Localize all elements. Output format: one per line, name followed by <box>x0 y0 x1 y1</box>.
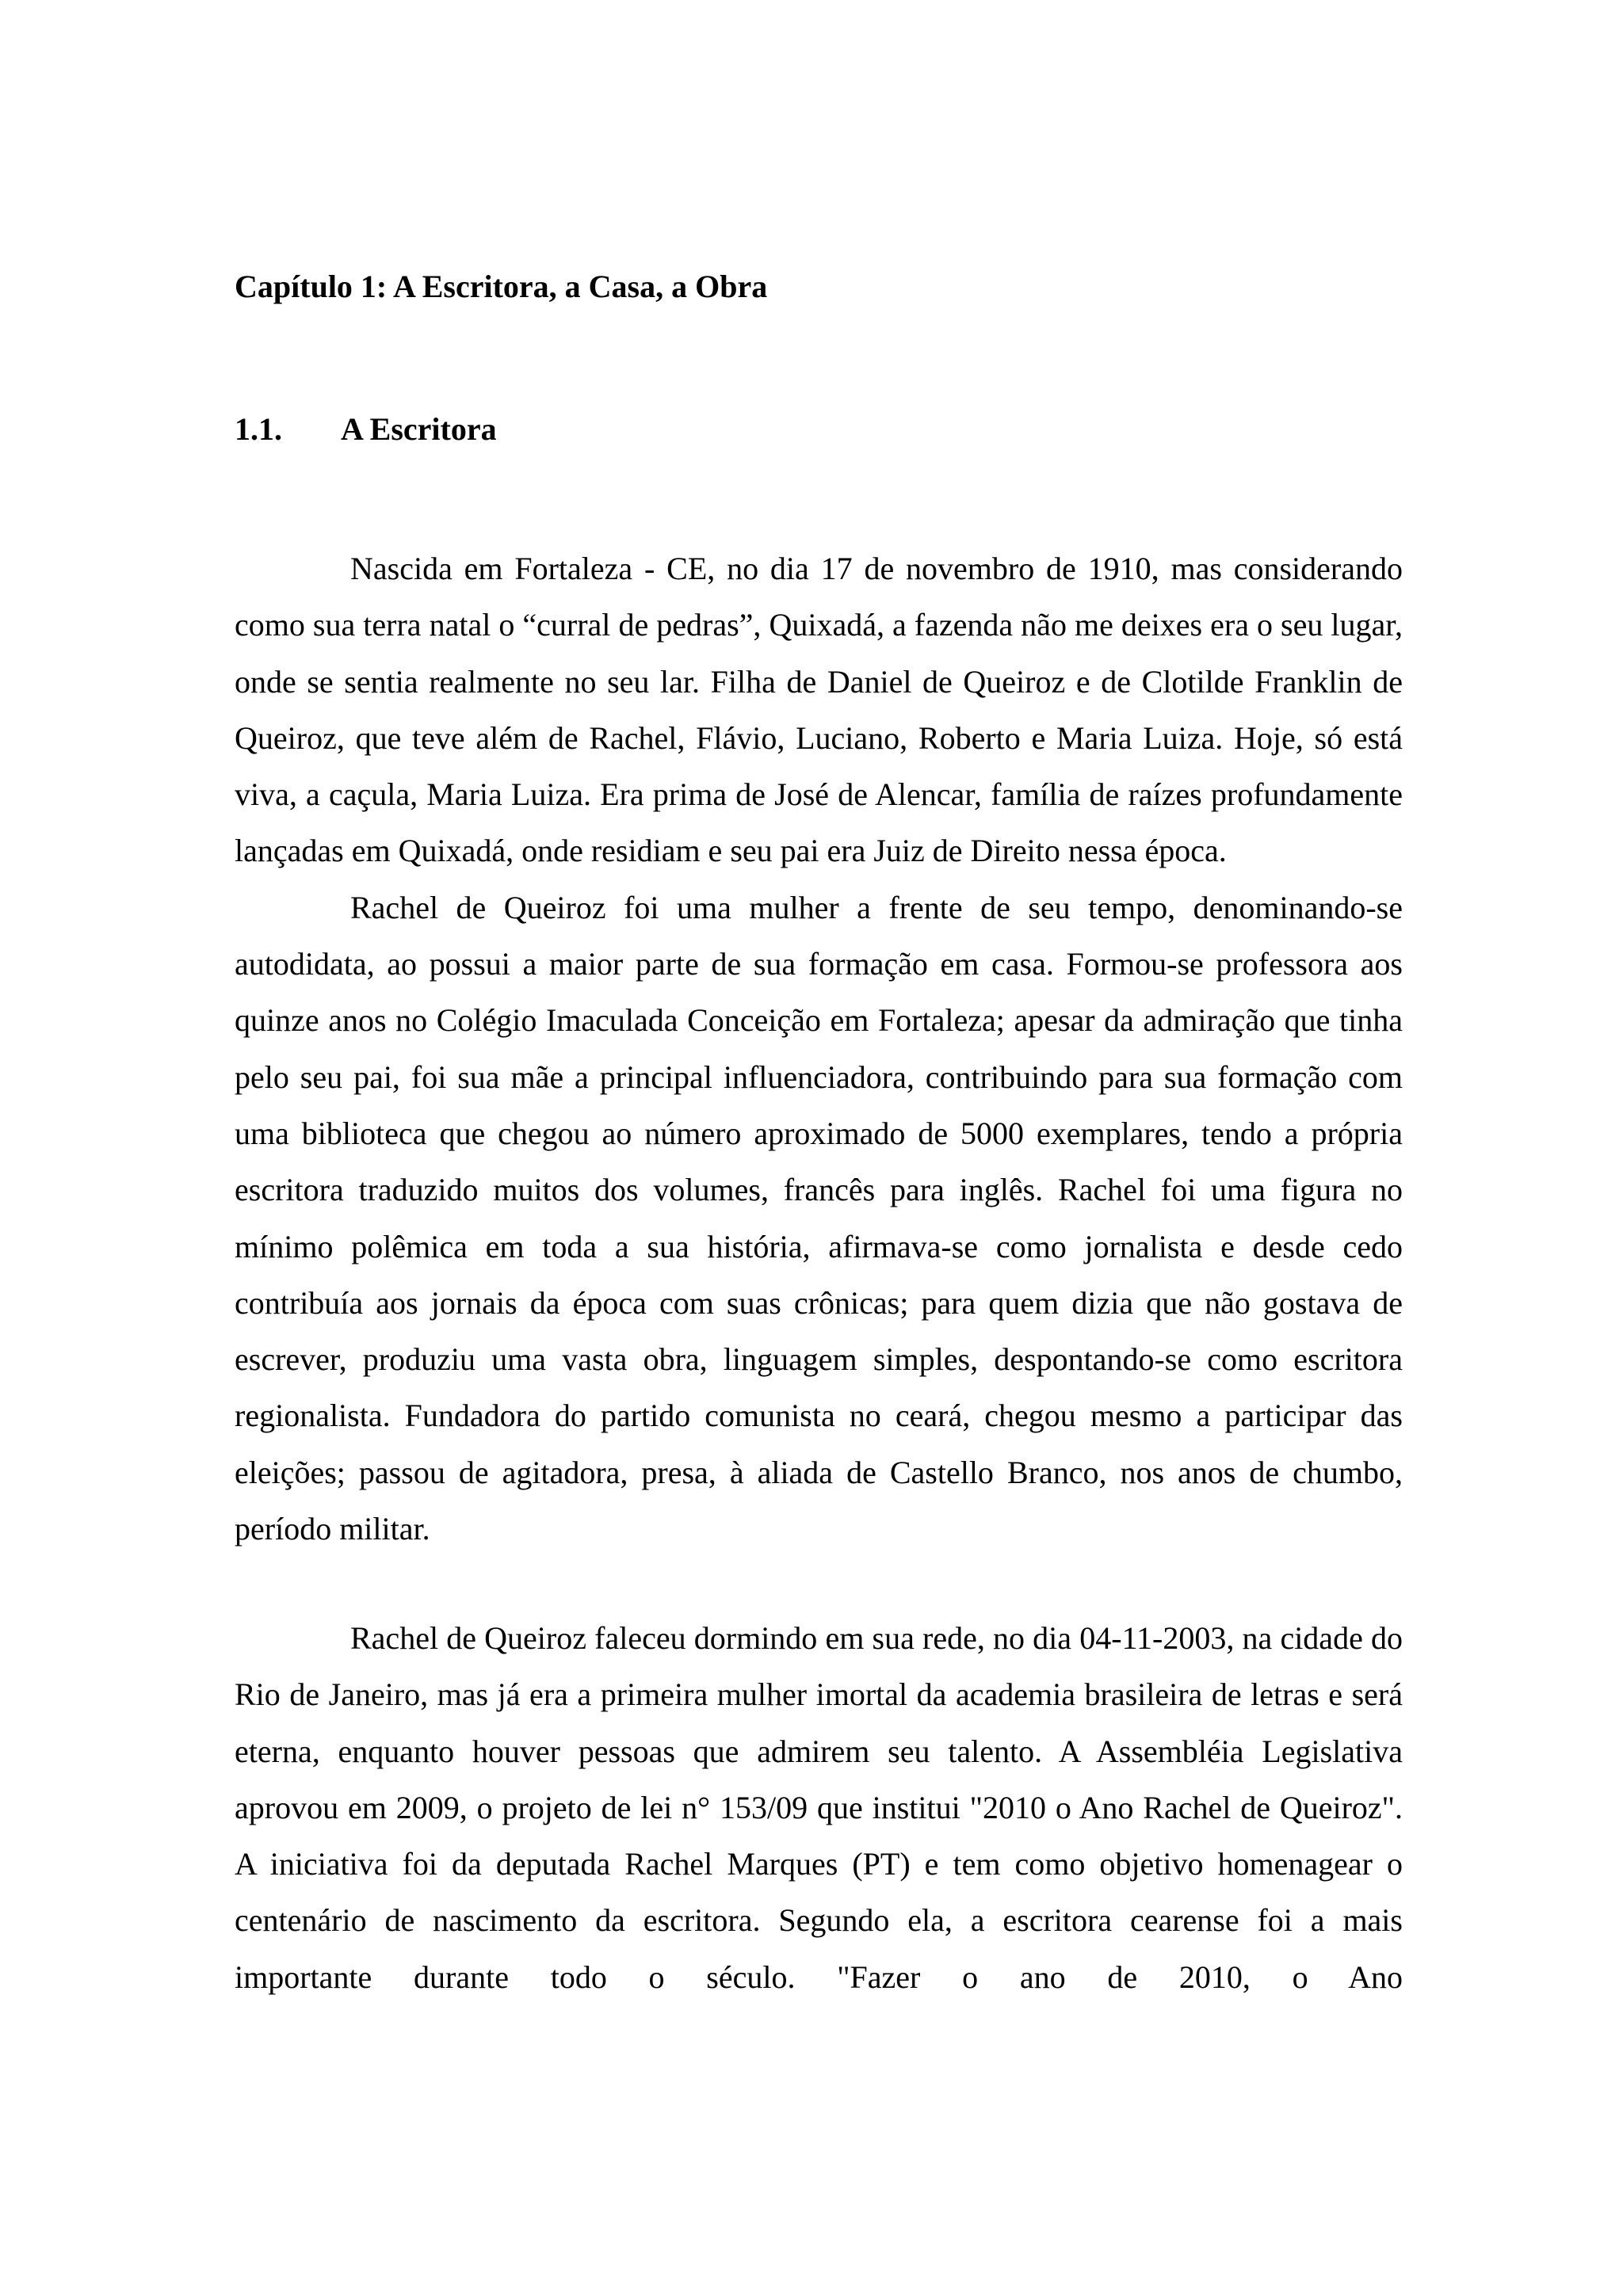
paragraph: Rachel de Queiroz faleceu dormindo em sua rede, no dia 04-11-2003, na cidade do Rio de Janeiro, mas já era a primeira mulher imortal da academia brasileira de letras e será eterna, enquanto houver pessoas que admirem seu talento. A Assembléia Legislativa aprovou em 2009, o projeto de lei n° 153/09 que institui "2010 o Ano Rachel de Queiroz". A iniciativa foi da deputada Rachel Marques (PT) e tem como objetivo homenagear o centenário de nascimento da escritora. Segundo ela, a escritora cearense foi a mais importante durante todo o século. "Fazer o ano de 2010, o Ano <box>235 1620 1403 1995</box>
paragraph: Nascida em Fortaleza - CE, no dia 17 de novembro de 1910, mas considerando como sua terra natal o “curral de pedras”, Quixadá, a fazenda não me deixes era o seu lugar, onde se sentia realmente no seu lar. Filha de Daniel de Queiroz e de Clotilde Franklin de Queiroz, que teve além de Rachel, Flávio, Luciano, Roberto e Maria Luiza. Hoje, só está viva, a caçula, Maria Luiza. Era prima de José de Alencar, família de raízes profundamente lançadas em Quixadá, onde residiam e seu pai era Juiz de Direito nessa época. <box>235 551 1403 869</box>
section-title: A Escritora <box>341 411 497 447</box>
body-text-block <box>235 1610 1403 2005</box>
body-text-block <box>235 540 1403 1557</box>
section-heading <box>235 406 497 453</box>
chapter-title: Capítulo 1: A Escritora, a Casa, a Obra <box>235 269 768 304</box>
section-number: 1.1. <box>235 411 282 447</box>
paragraph: Rachel de Queiroz foi uma mulher a frente de seu tempo, denominando-se autodidata, ao possui a maior parte de sua formação em casa. Formou-se professora aos quinze anos no Colégio Imaculada Conceição em Fortaleza; apesar da admiração que tinha pelo seu pai, foi sua mãe a principal influenciadora, contribuindo para sua formação com uma biblioteca que chegou ao número aproximado de 5000 exemplares, tendo a própria escritora traduzido muitos dos volumes, francês para inglês. Rachel foi uma figura no mínimo polêmica em toda a sua história, afirmava-se como jornalista e desde cedo contribuía aos jornais da época com suas crônicas; para quem dizia que não gostava de escrever, produziu uma vasta obra, linguagem simples, despontando-se como escritora regionalista. Fundadora do partido comunista no ceará, chegou mesmo a participar das eleições; passou de agitadora, presa, à aliada de Castello Branco, nos anos de chumbo, período militar. <box>235 889 1403 1547</box>
